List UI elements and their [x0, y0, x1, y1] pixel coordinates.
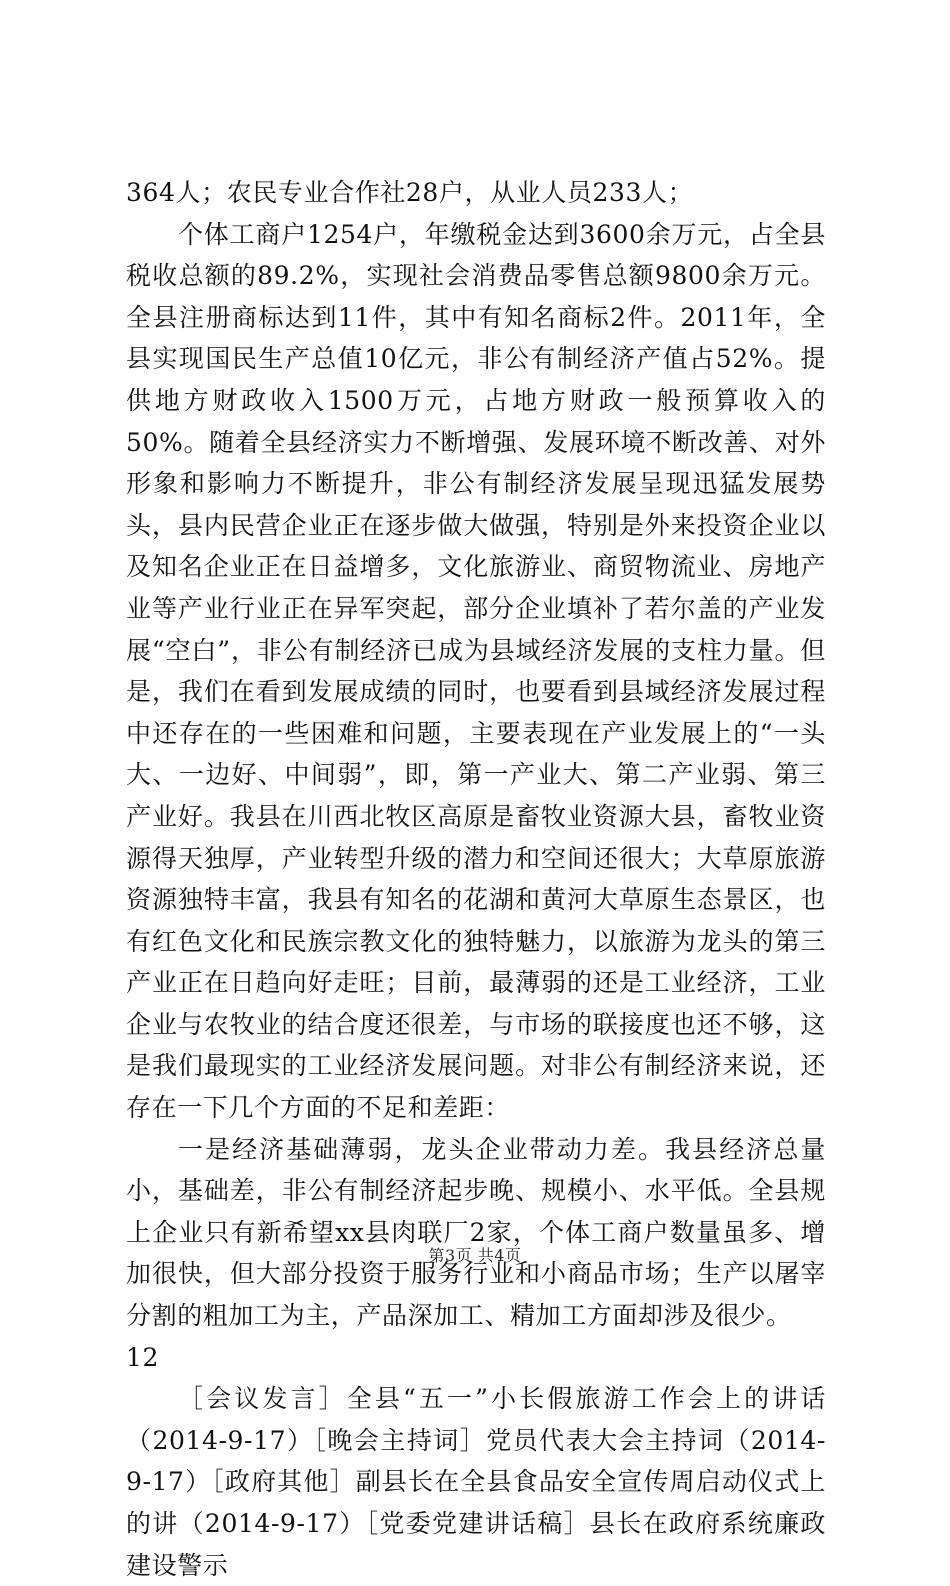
page-footer	[0, 1246, 950, 1266]
related-articles-links[interactable]: ［会议发言］全县“五一”小长假旅游工作会上的讲话（2014-9-17）［晚会主持词］党员代表大会主持词（2014-9-17）［政府其他］副县长在全县食品安全宣传周启动仪式上的讲（2014-9-17）［党委党建讲话稿］县长在政府系统廉政建设警示	[126, 1384, 826, 1580]
inline-page-number: 12	[126, 1342, 160, 1372]
page-count-label: 第3页 共4页	[428, 1246, 522, 1265]
paragraph-individual-businesses: 个体工商户1254户，年缴税金达到3600余万元，占全县税收总额的89.2%，实现社会消费品零售总额9800余万元。全县注册商标达到11件，其中有知名商标2件。2011年，全县实现国民生产总值10亿元，非公有制经济产值占52%。提供地方财政收入1500万元，占地方财政一般预算收入的50%。随着全县经济实力不断增强、发展环境不断改善、对外形象和影响力不断提升，非公有制经济发展呈现迅猛发展势头，县内民营企业正在逐步做大做强，特别是外来投资企业以及知名企业正在日益增多，文化旅游业、商贸物流业、房地产业等产业行业正在异军突起，部分企业填补了若尔盖的产业发展“空白”，非公有制经济已成为县域经济发展的支柱力量。但是，我们在看到发展成绩的同时，也要看到县域经济发展过程中还存在的一些困难和问题，主要表现在产业发展上的“一头大、一边好、中间弱”，即，第一产业大、第二产业弱、第三产业好。我县在川西北牧区高原是畜牧业资源大县，畜牧业资源得天独厚，产业转型升级的潜力和空间还很大；大草原旅游资源独特丰富，我县有知名的花湖和黄河大草原生态景区，也有红色文化和民族宗教文化的独特魅力，以旅游为龙头的第三产业正在日趋向好走旺；目前，最薄弱的还是工业经济，工业企业与农牧业的结合度还很差，与市场的联接度也还不够，这是我们最现实的工业经济发展问题。对非公有制经济来说，还存在一下几个方面的不足和差距：	[126, 219, 826, 1123]
document-body	[126, 172, 826, 1586]
paragraph-weak-foundation: 一是经济基础薄弱，龙头企业带动力差。我县经济总量小，基础差，非公有制经济起步晚、规模小、水平低。全县规上企业只有新希望xx县肉联厂2家，个体工商户数量虽多、增加很快，但大部分投资于服务行业和小商品市场；生产以屠宰分割的粗加工为主，产品深加工、精加工方面却涉及很少。	[126, 1134, 826, 1331]
paragraph-continuation: 364人；农民专业合作社28户，从业人员233人；	[126, 178, 694, 207]
